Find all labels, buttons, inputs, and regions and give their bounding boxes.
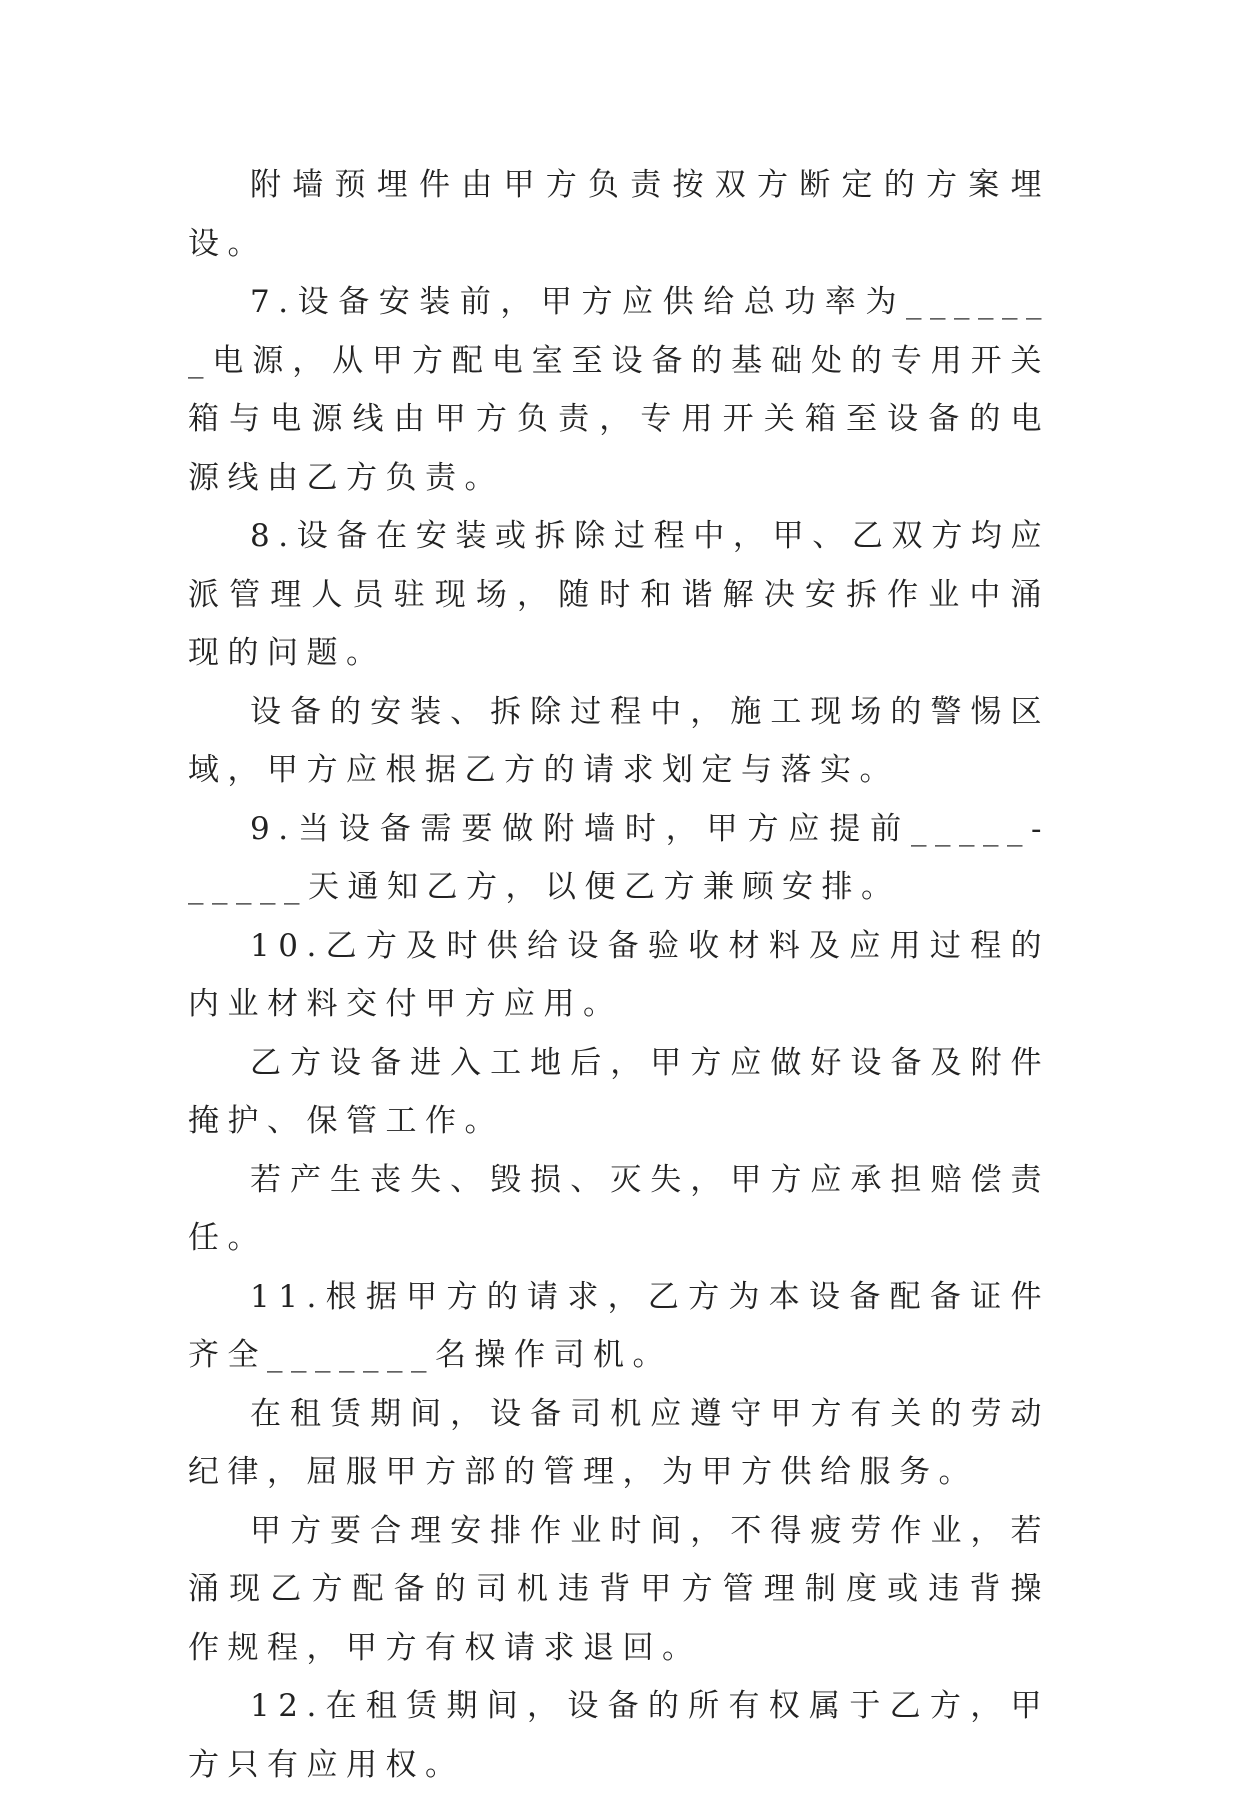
paragraph-driver-discipline: 在租赁期间，设备司机应遵守甲方有关的劳动纪律，屈服甲方部的管理，为甲方供给服务。: [188, 1395, 1050, 1490]
paragraph-clause-12: 12.在租赁期间，设备的所有权属于乙方，甲方只有应用权。: [188, 1688, 1050, 1783]
paragraph-compensation: 若产生丧失、毁损、灭失，甲方应承担赔偿责任。: [188, 1161, 1050, 1256]
document-body: [188, 156, 1050, 1794]
paragraph-clause-11: 11.根据甲方的请求，乙方为本设备配备证件齐全_______名操作司机。: [188, 1278, 1050, 1373]
paragraph-equipment-protection: 乙方设备进入工地后，甲方应做好设备及附件掩护、保管工作。: [188, 1044, 1050, 1139]
paragraph-embedded-parts: 附墙预埋件由甲方负责按双方断定的方案埋设。: [188, 167, 1050, 262]
paragraph-clause-8: 8.设备在安装或拆除过程中，甲、乙双方均应派管理人员驻现场，随时和谐解决安拆作业中涌现的问题。: [188, 518, 1050, 671]
paragraph-clause-7: 7.设备安装前，甲方应供给总功率为_______电源，从甲方配电室至设备的基础处的专用开关箱与电源线由甲方负责，专用开关箱至设备的电源线由乙方负责。: [188, 284, 1050, 496]
paragraph-warning-zone: 设备的安装、拆除过程中，施工现场的警惕区域，甲方应根据乙方的请求划定与落实。: [188, 693, 1050, 788]
paragraph-clause-10: 10.乙方及时供给设备验收材料及应用过程的内业材料交付甲方应用。: [188, 927, 1050, 1022]
paragraph-clause-9: 9.当设备需要做附墙时，甲方应提前_____-_____天通知乙方，以便乙方兼顾安排。: [188, 810, 1050, 905]
paragraph-work-schedule: 甲方要合理安排作业时间，不得疲劳作业，若涌现乙方配备的司机违背甲方管理制度或违背操作规程，甲方有权请求退回。: [188, 1512, 1050, 1666]
